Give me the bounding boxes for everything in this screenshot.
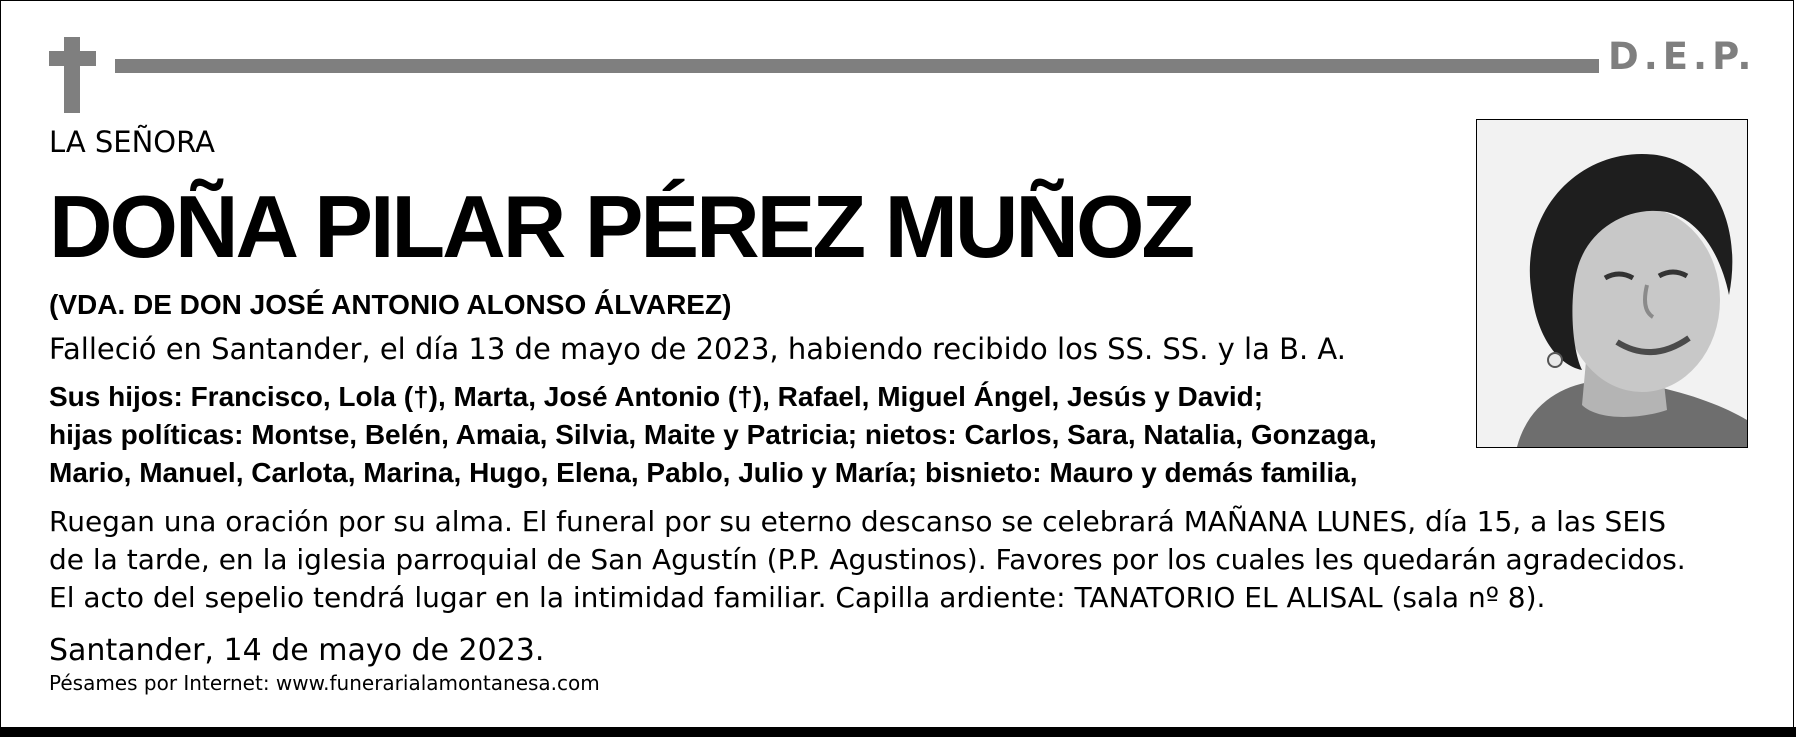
funeral-block [49,503,1686,617]
family-line: Mario, Manuel, Carlota, Marina, Hugo, Elena, Pablo, Julio y María; bisnieto: Mauro y demás familia, [49,457,1358,488]
dep-label: D.E.P. [1608,35,1757,78]
cross-icon [64,37,80,113]
death-notice: Falleció en Santander, el día 13 de mayo de 2023, habiendo recibido los SS. SS. y la B. A. [49,332,1346,366]
portrait-photo [1476,119,1748,448]
funeral-line: El acto del sepelio tendrá lugar en la intimidad familiar. Capilla ardiente: TANATORIO EL ALISAL (sala nº 8). [49,581,1546,614]
deceased-name: DOÑA PILAR PÉREZ MUÑOZ [49,177,1193,276]
condolences-link: Pésames por Internet: www.funerarialamontanesa.com [49,671,600,695]
family-line: hijas políticas: Montse, Belén, Amaia, Silvia, Maite y Patricia; nietos: Carlos, Sara, Natalia, Gonzaga, [49,419,1377,450]
place-date: Santander, 14 de mayo de 2023. [49,633,545,668]
title-la-senora: LA SEÑORA [49,125,215,159]
widow-of-line: (VDA. DE DON JOSÉ ANTONIO ALONSO ÁLVAREZ) [49,289,732,320]
cross-icon-bar [49,51,96,66]
portrait-image [1477,120,1747,447]
family-line: Sus hijos: Francisco, Lola (†), Marta, José Antonio (†), Rafael, Miguel Ángel, Jesús y David; [49,381,1264,412]
header-rule [115,59,1599,73]
bottom-rule [0,727,1796,737]
family-block [49,378,1377,492]
funeral-line: Ruegan una oración por su alma. El funeral por su eterno descanso se celebrará MAÑANA LUNES, día 15, a las SEIS [49,505,1667,538]
funeral-line: de la tarde, en la iglesia parroquial de San Agustín (P.P. Agustinos). Favores por los cuales les quedarán agradecidos. [49,543,1686,576]
